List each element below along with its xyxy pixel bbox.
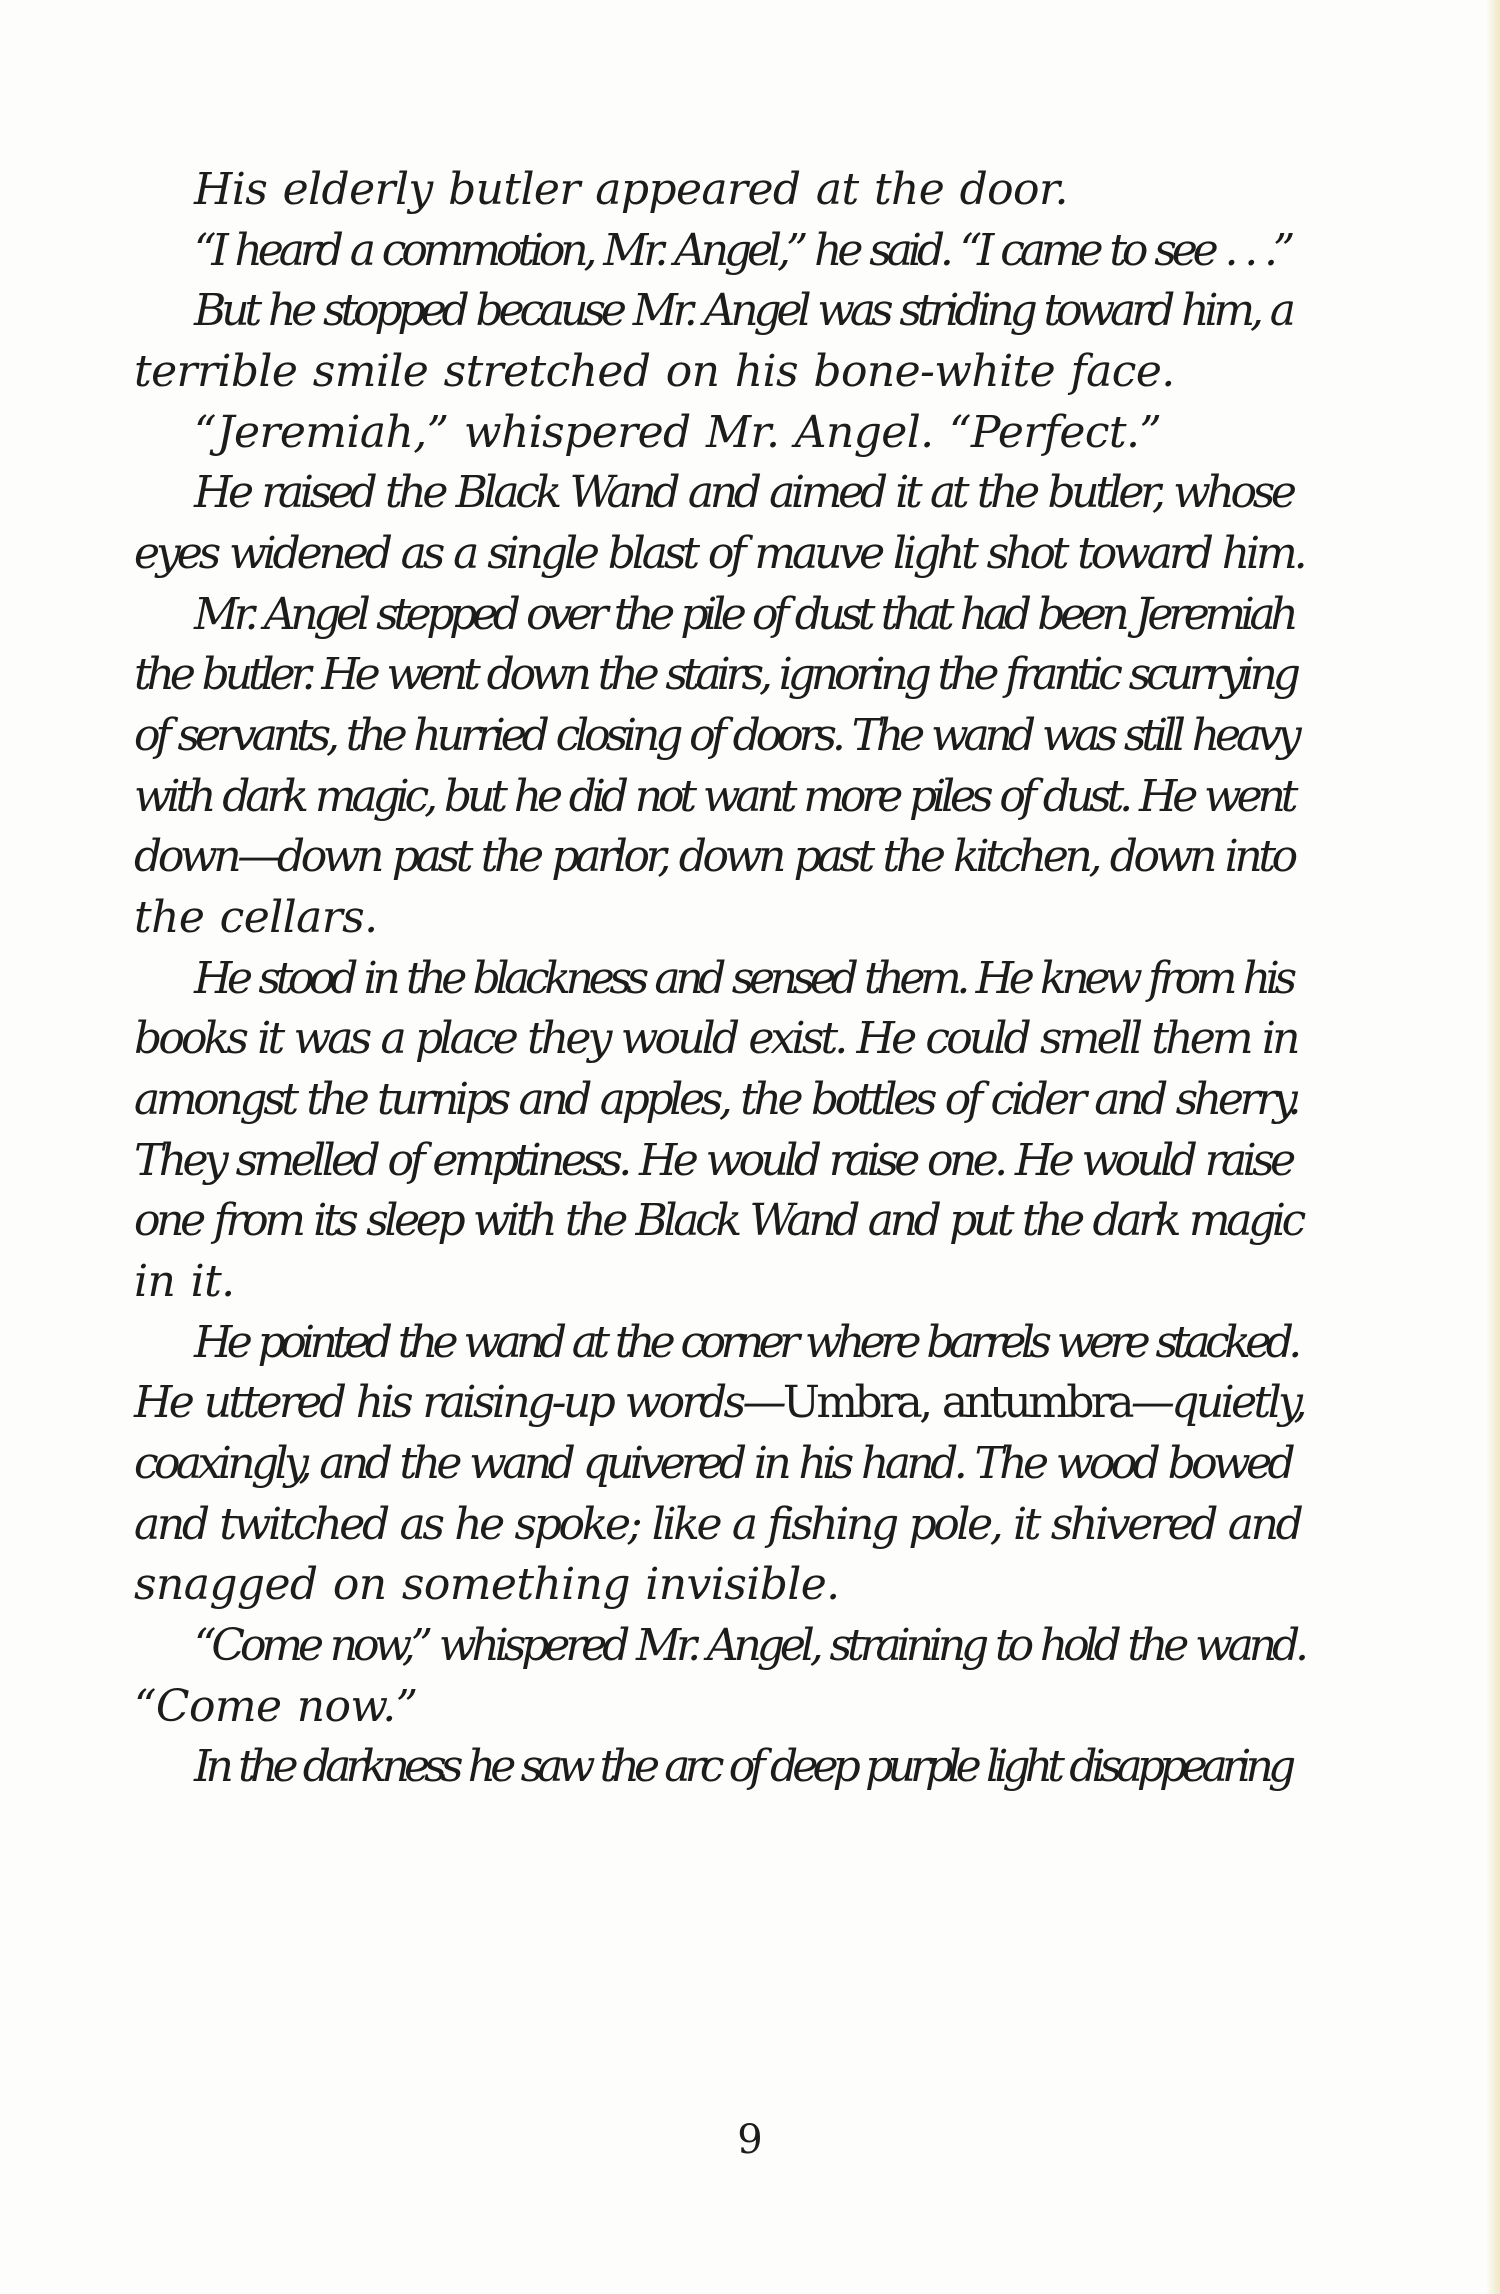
text-segment: He uttered his raising-up words— <box>134 1377 783 1428</box>
page-edge <box>1486 0 1500 2294</box>
text-line: in it. <box>134 1256 235 1307</box>
text-line: “I heard a commotion, Mr. Angel,” he said. “I came to see . . .” <box>194 225 1291 276</box>
text-line: the butler. He went down the stairs, ignoring the frantic scurrying <box>134 649 1296 700</box>
text-line-mixed <box>134 1373 1304 1433</box>
text-line: In the darkness he saw the arc of deep purple light disappearing <box>194 1741 1291 1792</box>
text-line: Mr. Angel stepped over the pile of dust that had been Jeremiah <box>194 589 1294 640</box>
text-line: the cellars. <box>134 892 378 943</box>
page-number: 9 <box>737 2117 763 2163</box>
text-line: eyes widened as a single blast of mauve light shot toward him. <box>134 528 1304 579</box>
text-line: books it was a place they would exist. He could smell them in <box>134 1013 1297 1064</box>
text-line: with dark magic, but he did not want more piles of dust. He went <box>134 771 1294 822</box>
text-line: of servants, the hurried closing of doors. The wand was still heavy <box>134 710 1297 761</box>
text-line: coaxingly, and the wand quivered in his hand. The wood bowed <box>134 1438 1292 1489</box>
text-line: They smelled of emptiness. He would raise one. He would raise <box>134 1135 1292 1186</box>
text-line: “Jeremiah,” whispered Mr. Angel. “Perfect.” <box>194 407 1162 458</box>
text-line: He stood in the blackness and sensed them. He knew from his <box>194 953 1292 1004</box>
text-line: terrible smile stretched on his bone-white face. <box>134 346 1175 397</box>
text-line: one from its sleep with the Black Wand and put the dark magic <box>134 1195 1302 1246</box>
text-line: snagged on something invisible. <box>134 1559 840 1610</box>
text-line: “Come now,” whispered Mr. Angel, straining to hold the wand. <box>194 1620 1304 1671</box>
text-line: and twitched as he spoke; like a fishing pole, it shivered and <box>134 1499 1301 1550</box>
text-line: His elderly butler appeared at the door. <box>194 164 1068 215</box>
text-line: He raised the Black Wand and aimed it at the butler, whose <box>194 467 1293 518</box>
text-line: amongst the turnips and apples, the bottles of cider and sherry. <box>134 1074 1298 1125</box>
text-segment: —quietly, <box>1130 1377 1304 1428</box>
text-line: But he stopped because Mr. Angel was striding toward him, a <box>194 285 1291 336</box>
text-line: “Come now.” <box>134 1681 418 1732</box>
text-line: He pointed the wand at the corner where barrels were stacked. <box>194 1317 1297 1368</box>
text-line: down—down past the parlor, down past the kitchen, down into <box>134 831 1294 882</box>
incantation-text: Umbra, antumbra <box>782 1377 1131 1428</box>
